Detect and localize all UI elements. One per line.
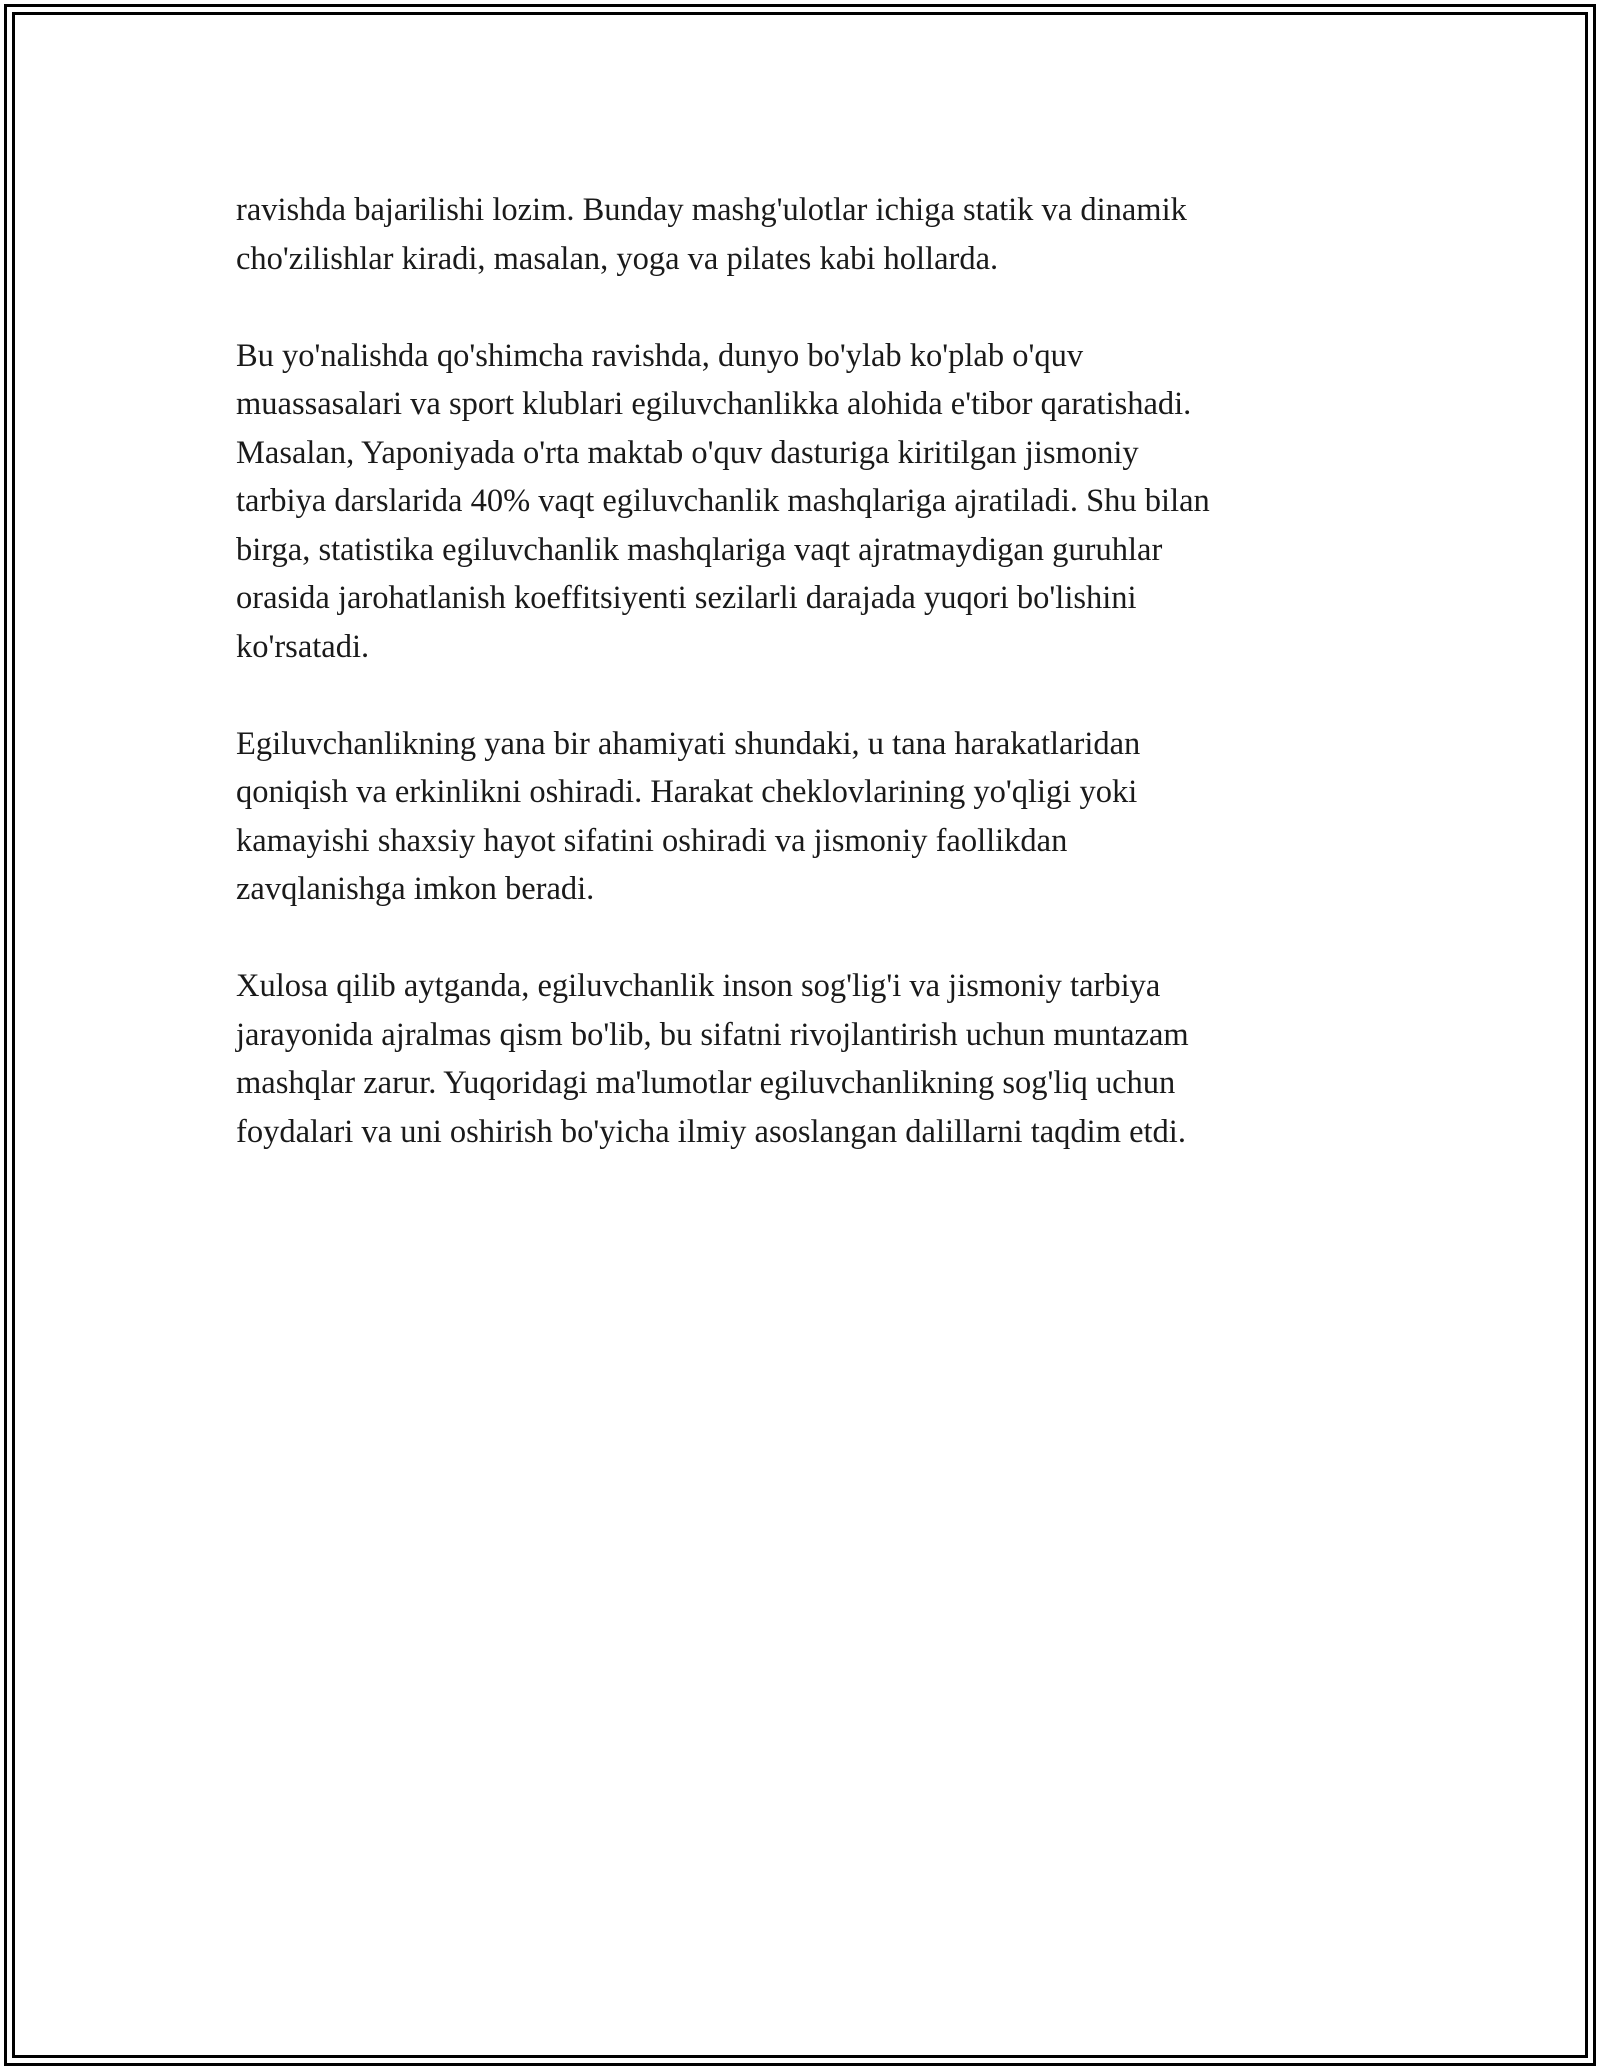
paragraph-4: Xulosa qilib aytganda, egiluvchanlik inson sog'lig'i va jismoniy tarbiya jarayonida ajralmas qism bo'lib, bu sifatni rivojlantirish uchun muntazam mashqlar zarur. Yuqoridagi ma'lumotlar egiluvchanlikning sog'liq uchun foydalari va uni oshirish bo'yicha ilmiy asoslangan dalillarni taqdim etdi. — [236, 968, 1189, 1150]
paragraph-1: ravishda bajarilishi lozim. Bunday mashg'ulotlar ichiga statik va dinamik cho'zilishlar kiradi, masalan, yoga va pilates kabi hollarda. — [236, 192, 1187, 277]
paragraph-3: Egiluvchanlikning yana bir ahamiyati shundaki, u tana harakatlaridan qoniqish va erkinlikni oshiradi. Harakat cheklovlarining yo'qligi yoki kamayishi shaxsiy hayot sifatini oshiradi va jismoniy faollikdan zavqlanishga imkon beradi. — [236, 725, 1141, 907]
document-body — [236, 186, 1366, 1205]
paragraph-2: Bu yo'nalishda qo'shimcha ravishda, dunyo bo'ylab ko'plab o'quv muassasalari va sport klublari egiluvchanlikka alohida e'tibor qaratishadi. Masalan, Yaponiyada o'rta maktab o'quv dasturiga kiritilgan jismoniy tarbiya darslarida 40% vaqt egiluvchanlik mashqlariga ajratiladi. Shu bilan birga, statistika egiluvchanlik mashqlariga vaqt ajratmaydigan guruhlar orasida jarohatlanish koeffitsiyenti sezilarli darajada yuqori bo'lishini ko'rsatadi. — [236, 337, 1210, 665]
